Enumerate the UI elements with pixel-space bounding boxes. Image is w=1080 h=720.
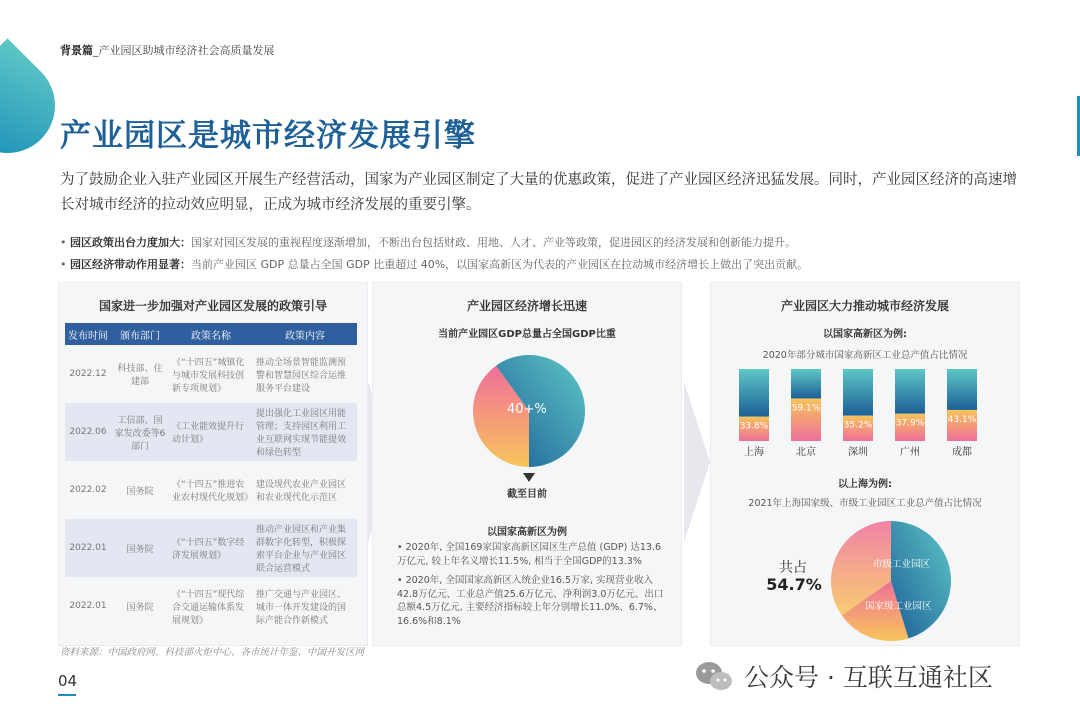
cell-date: 2022.01 [69,601,107,611]
shanghai-caption: 以上海为例: [838,479,892,490]
intro-paragraph: 为了鼓励企业入驻产业园区开展生产经营活动，国家为产业园区制定了大量的优惠政策，促进了产业园区经济迅猛发展。同时，产业园区经济的高速增长对城市经济的拉动效应明显，正成为城市经济发展的重要引擎。 [60,172,1017,213]
cell-date: 2022.02 [69,485,107,495]
page-number-underline [58,694,76,696]
bar-category-label: 北京 [796,447,816,458]
bar-value-label: 59.1% [791,403,821,414]
cell-dept: 国务院 [126,602,154,613]
arrow-divider [684,382,710,542]
bar-top-3 [895,369,925,414]
cell-date: 2022.06 [65,403,111,461]
bar-value-label: 33.8% [739,421,769,432]
bullet-text: 国家对园区发展的重视程度逐渐增加，不断出台包括财政、用地、人才、产业等政策，促进园区的经济发展和创新能力提升。 [191,236,796,249]
cell-dept: 工信部、国家发改委等6部门 [111,403,169,461]
bullet-bold: 园区政策出台力度加大： [70,236,191,249]
header-separator: _ [93,44,99,57]
bar-top-1 [791,369,821,398]
cell-content: 提出强化工业园区用能管理；支持园区利用工业互联网实现节能提效和绿色转型 [253,403,357,461]
cell-policy: 《“十四五”数字经济发展规划》 [169,519,253,577]
panel-title: 产业园区大力推动城市经济发展 [780,299,949,313]
down-arrow-icon [521,469,537,485]
total-value: 54.7% [766,575,822,594]
bullet-item: • 园区经济带动作用显著：当前产业园区 GDP 总量占全国 GDP 比重超过 40%，以国家高新区为代表的产业园区在拉动城市经济增长上做出了突出贡献。 [60,258,809,271]
table-header: 政策名称 [169,323,253,345]
notes-header: 以国家高新区为例 [487,527,567,538]
bar-value-label: 35.2% [843,420,873,431]
table-row [65,519,357,577]
pie-label: 40+% [507,402,547,417]
bar-category-label: 深圳 [848,447,868,458]
bar-value-label: 37.9% [895,418,925,429]
policy-panel [58,282,368,646]
bullet-list [60,232,1050,276]
table-row [65,345,357,403]
notes-list [397,541,667,634]
cell-content: 推广交通与产业园区、城市一体开发建设的国际产能合作新模式 [256,589,347,626]
header-section: 背景篇 [60,44,93,57]
table-header: 发布时间 [65,323,111,345]
cell-dept: 科技部、住建部 [117,364,163,387]
pie-label-city: 市级工业园区 [873,559,931,570]
watermark: 公众号 · 互联互通社区 [744,663,993,692]
bar-chart-caption: 2020年部分城市国家高新区工业总产值占比情况 [762,350,968,361]
cell-policy: 《“十四五”推进农业农村现代化规划》 [172,480,254,503]
source-note: 资料来源：中国政府网、科技部火炬中心、各市统计年鉴、中国开发区网 [60,647,365,658]
cell-date: 2022.01 [65,519,111,577]
bar-top-2 [843,369,873,416]
panel-subtitle: 以国家高新区为例: [823,329,907,340]
as-of-label: 截至目前 [507,489,547,500]
cell-policy: 《“十四五”现代综合交通运输体系发展规划》 [172,589,245,626]
bar-category-label: 广州 [900,447,920,458]
total-label: 共占 [779,560,807,576]
page-header [60,42,275,58]
bar-category-label: 上海 [744,447,764,458]
wechat-icon [694,660,734,692]
panel-title: 国家进一步加强对产业园区发展的政策引导 [98,299,327,313]
cell-dept: 国务院 [126,486,154,497]
gdp-share-pie [471,353,587,469]
cell-content: 推动产业园区和产业集群数字化转型，积极探索平台企业与产业园区联合运营模式 [253,519,357,577]
city-panel [710,282,1020,646]
policy-table [65,323,357,635]
cell-date: 2022.12 [69,369,107,379]
bullet-item: • 园区政策出台力度加大：国家对园区发展的重视程度逐渐增加，不断出台包括财政、用地、人才、产业等政策，促进园区的经济发展和创新能力提升。 [60,236,796,249]
note-item: • 2020年, 全国169家国家高新区园区生产总值 (GDP) 达13.6万亿元, 较上年名义增长11.5%, 相当于全国GDP的13.3% [397,542,661,567]
table-header: 政策内容 [253,323,357,345]
bar-value-label: 43.1% [947,414,977,425]
bar-top-4 [947,369,977,410]
cell-content: 建设现代农业产业园区和农业现代化示范区 [256,480,347,503]
bar-top-0 [739,369,769,417]
cell-policy: 《“十四五”城镇化与城市发展科技创新专项规划》 [172,357,245,394]
page-title: 产业园区是城市经济发展引擎 [60,118,476,154]
bar-category-label: 成都 [952,447,972,458]
note-text: 2020年, 全国国家高新区入统企业16.5万家, 实现营业收入42.8万亿元、工业总产值25.6万亿元、净利润3.0万亿元、出口总额4.5万亿元, 主要经济指标较上年分别增长11.0%、6.7%、16.6%和8.1% [397,575,664,627]
table-header: 颁布部门 [111,323,169,345]
cell-dept: 国务院 [111,519,169,577]
note-item: • 2020年, 全国国家高新区入统企业16.5万家, 实现营业收入42.8万亿元、工业总产值25.6万亿元、净利润3.0万亿元、出口总额4.5万亿元, 主要经济指标较上年分别增长11.0%、6.7%、16.6%和8.1% [397,575,664,627]
panel-title: 产业园区经济增长迅速 [466,299,587,313]
header-subtitle: 产业园区助城市经济社会高质量发展 [98,44,275,57]
table-row [65,461,357,519]
table-row [65,403,357,461]
table-row [65,577,357,635]
bullet-text: 当前产业园区 GDP 总量占全国 GDP 比重超过 40%，以国家高新区为代表的产业园区在拉动城市经济增长上做出了突出贡献。 [191,258,809,271]
page-number: 04 [58,672,78,690]
note-text: 2020年, 全国169家国家高新区园区生产总值 (GDP) 达13.6万亿元, 较上年名义增长11.5%, 相当于全国GDP的13.3% [397,542,661,567]
pie-label-national: 国家级工业园区 [865,601,932,612]
city-bar-chart [739,369,997,469]
growth-panel [372,282,682,646]
pie-title: 当前产业园区GDP总量占全国GDP比重 [438,329,616,340]
cell-policy: 《工业能效提升行动计划》 [169,403,253,461]
shanghai-pie [829,519,953,643]
pie2-caption: 2021年上海国家级、市级工业园区工业总产值占比情况 [748,498,982,509]
bullet-bold: 园区经济带动作用显著： [70,258,191,271]
cell-content: 推动全场景智能监测预警和智慧园区综合运维服务平台建设 [256,357,347,394]
